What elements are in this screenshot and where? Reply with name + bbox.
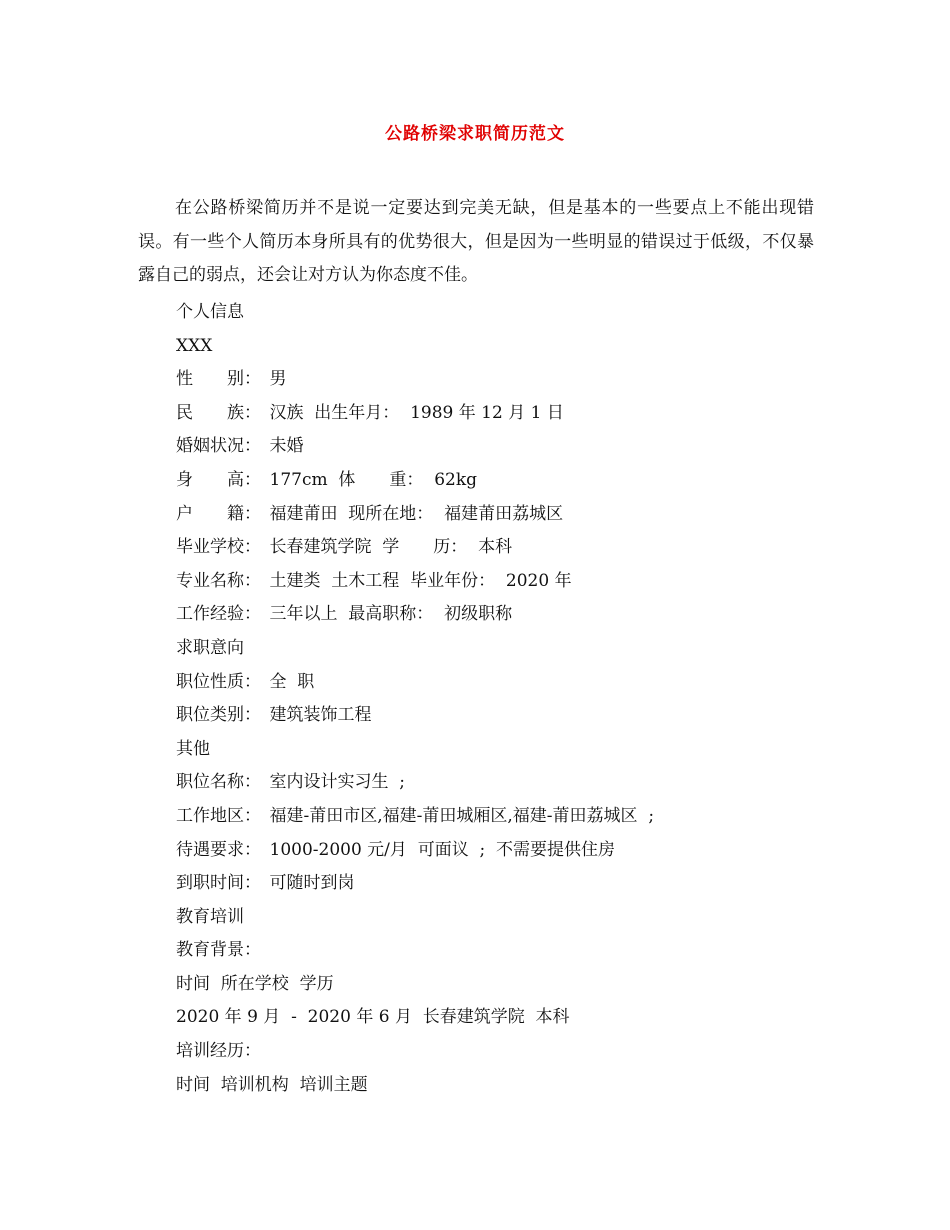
training-table-header: 时间 培训机构 培训主题: [176, 1074, 368, 1095]
field-height-weight: 身 高： 177cm 体 重： 62kg: [176, 469, 478, 490]
field-school-degree: 毕业学校： 长春建筑学院 学 历： 本科: [176, 537, 513, 558]
field-work-area: 工作地区： 福建-莆田市区,福建-莆田城厢区,福建-莆田荔城区 ;: [176, 805, 655, 826]
intro-paragraph: 在公路桥梁简历并不是说一定要达到完美无缺，但是基本的一些要点上不能出现错误。有一些个人简历本身所具有的优势很大，但是因为一些明显的错误过于低级，不仅暴露自己的弱点，还会让对方认为你态度不佳。: [138, 198, 814, 285]
label-training-history: 培训经历：: [176, 1041, 261, 1062]
field-gender: 性 别： 男: [176, 369, 287, 390]
field-job-title: 职位名称： 室内设计实习生 ;: [176, 772, 406, 793]
field-experience-title: 工作经验： 三年以上 最高职称： 初级职称: [176, 604, 513, 625]
field-job-nature: 职位性质： 全 职: [176, 671, 315, 692]
field-marital-status: 婚姻状况： 未婚: [176, 436, 304, 457]
field-salary: 待遇要求： 1000-2000 元/月 可面议 ; 不需要提供住房: [176, 839, 616, 860]
education-table-row: 2020 年 9 月 - 2020 年 6 月 长春建筑学院 本科: [176, 1007, 570, 1028]
field-start-time: 到职时间： 可随时到岗: [176, 873, 355, 894]
field-hometown-location: 户 籍： 福建莆田 现所在地： 福建莆田荔城区: [176, 503, 564, 524]
section-heading-education: 教育培训: [176, 906, 244, 927]
field-ethnicity-birthdate: 民 族： 汉族 出生年月： 1989 年 12 月 1 日: [176, 402, 564, 423]
field-job-category: 职位类别： 建筑装饰工程: [176, 705, 372, 726]
applicant-name: XXX: [176, 335, 213, 356]
section-heading-other: 其他: [176, 738, 210, 759]
field-major-graduation: 专业名称： 土建类 土木工程 毕业年份： 2020 年: [176, 570, 572, 591]
education-table-header: 时间 所在学校 学历: [176, 973, 334, 994]
document-title: 公路桥梁求职简历范文: [385, 124, 565, 144]
section-heading-job-intent: 求职意向: [176, 637, 244, 658]
resume-lines: [176, 296, 654, 1102]
section-heading-personal-info: 个人信息: [176, 302, 244, 322]
label-education-background: 教育背景：: [176, 940, 261, 961]
